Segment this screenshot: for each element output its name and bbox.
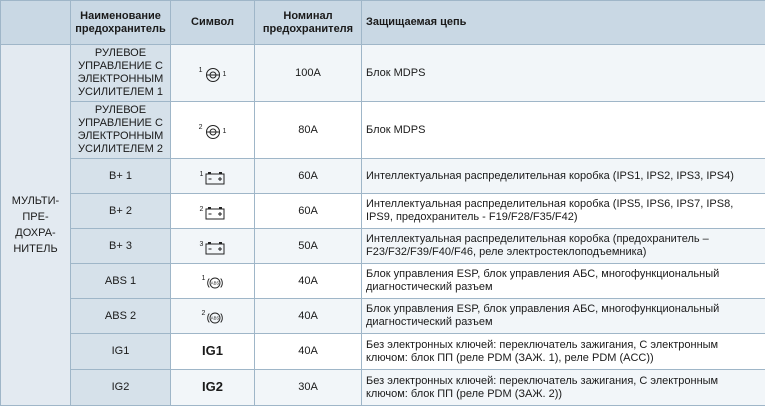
fuse-symbol — [171, 299, 255, 334]
fuse-name: IG1 — [71, 334, 171, 370]
fuse-rating: 60A — [255, 194, 362, 229]
fuse-name: ABS 2 — [71, 299, 171, 334]
fuse-circuit: Интеллектуальная распределительная коробка (предохранитель – F23/F32/F39/F40/F46, реле электростеклоподъемника) — [362, 229, 765, 264]
fuse-symbol — [171, 159, 255, 194]
fuse-circuit: Блок управления ESP, блок управления АБС, многофункциональный диагностический разъем — [362, 264, 765, 299]
fuse-rating: 100A — [255, 45, 362, 102]
fuse-symbol — [171, 194, 255, 229]
abs-icon-text: ABS — [211, 316, 220, 321]
fuse-rating: 40A — [255, 264, 362, 299]
fuse-circuit: Без электронных ключей: переключатель зажигания, С электронным ключом: блок ПП (реле PDM (ЗАЖ. 2)) — [362, 370, 765, 406]
symbol-number: 2 — [199, 124, 203, 132]
symbol-number: 1 — [200, 171, 204, 179]
fuse-name: B+ 3 — [71, 229, 171, 264]
abs-icon — [207, 275, 223, 291]
battery-icon — [205, 206, 225, 220]
group-label-cell — [1, 45, 71, 406]
table-row — [1, 159, 765, 194]
fuse-rating: 80A — [255, 102, 362, 159]
group-label: МУЛЬТИ- ПРЕ- ДОХРА- НИТЕЛЬ — [11, 193, 61, 257]
steering-wheel-icon — [205, 67, 221, 83]
header-circuit: Защищаемая цепь — [362, 1, 765, 45]
fuse-name: IG2 — [71, 370, 171, 406]
fuse-circuit: Без электронных ключей: переключатель зажигания, С электронным ключом: блок ПП (реле PDM (ЗАЖ. 1), реле PDM (ACC)) — [362, 334, 765, 370]
fuse-symbol — [171, 264, 255, 299]
fuse-symbol — [171, 45, 255, 102]
symbol-number: 2 — [202, 310, 206, 318]
ig2-symbol: IG2 — [202, 379, 223, 394]
table-row — [1, 299, 765, 334]
fuse-symbol — [171, 334, 255, 370]
ig1-symbol: IG1 — [202, 343, 223, 358]
table-row — [1, 334, 765, 370]
fuse-name: B+ 1 — [71, 159, 171, 194]
fuse-name: B+ 2 — [71, 194, 171, 229]
fuse-name: РУЛЕВОЕ УПРАВЛЕНИЕ С ЭЛЕКТРОННЫМ УСИЛИТЕЛЕМ 2 — [71, 102, 171, 159]
table-row — [1, 370, 765, 406]
header-blank — [1, 1, 71, 45]
steering-wheel-icon — [205, 124, 221, 140]
fuse-name: ABS 1 — [71, 264, 171, 299]
fuse-rating: 60A — [255, 159, 362, 194]
header-rating: Номинал предохранителя — [255, 1, 362, 45]
fuse-symbol — [171, 370, 255, 406]
fuse-name: РУЛЕВОЕ УПРАВЛЕНИЕ С ЭЛЕКТРОННЫМ УСИЛИТЕЛЕМ 1 — [71, 45, 171, 102]
symbol-number: 2 — [200, 206, 204, 214]
fuse-circuit: Блок MDPS — [362, 102, 765, 159]
table-row — [1, 229, 765, 264]
fuse-circuit: Блок управления ESP, блок управления АБС, многофункциональный диагностический разъем — [362, 299, 765, 334]
fuse-rating: 40A — [255, 299, 362, 334]
fuse-symbol — [171, 102, 255, 159]
battery-icon — [205, 171, 225, 185]
symbol-number: 1 — [199, 67, 203, 75]
fuse-rating: 40A — [255, 334, 362, 370]
header-symbol: Символ — [171, 1, 255, 45]
symbol-number: 3 — [200, 241, 204, 249]
symbol-subscript: 1 — [223, 128, 227, 136]
fuse-circuit: Интеллектуальная распределительная коробка (IPS5, IPS6, IPS7, IPS8, IPS9, предохранитель - F19/F28/F35/F42) — [362, 194, 765, 229]
fuse-circuit: Интеллектуальная распределительная коробка (IPS1, IPS2, IPS3, IPS4) — [362, 159, 765, 194]
fuse-rating: 50A — [255, 229, 362, 264]
table-row — [1, 45, 765, 102]
header-row — [1, 1, 765, 45]
table-row — [1, 102, 765, 159]
abs-icon-text: ABS — [211, 281, 220, 286]
table-row — [1, 194, 765, 229]
fuse-symbol — [171, 229, 255, 264]
symbol-subscript: 1 — [223, 71, 227, 79]
header-fuse-name: Наименование предохранитель — [71, 1, 171, 45]
table-row — [1, 264, 765, 299]
fuse-circuit: Блок MDPS — [362, 45, 765, 102]
fuse-rating: 30A — [255, 370, 362, 406]
battery-icon — [205, 241, 225, 255]
abs-icon — [207, 310, 223, 326]
symbol-number: 1 — [202, 275, 206, 283]
